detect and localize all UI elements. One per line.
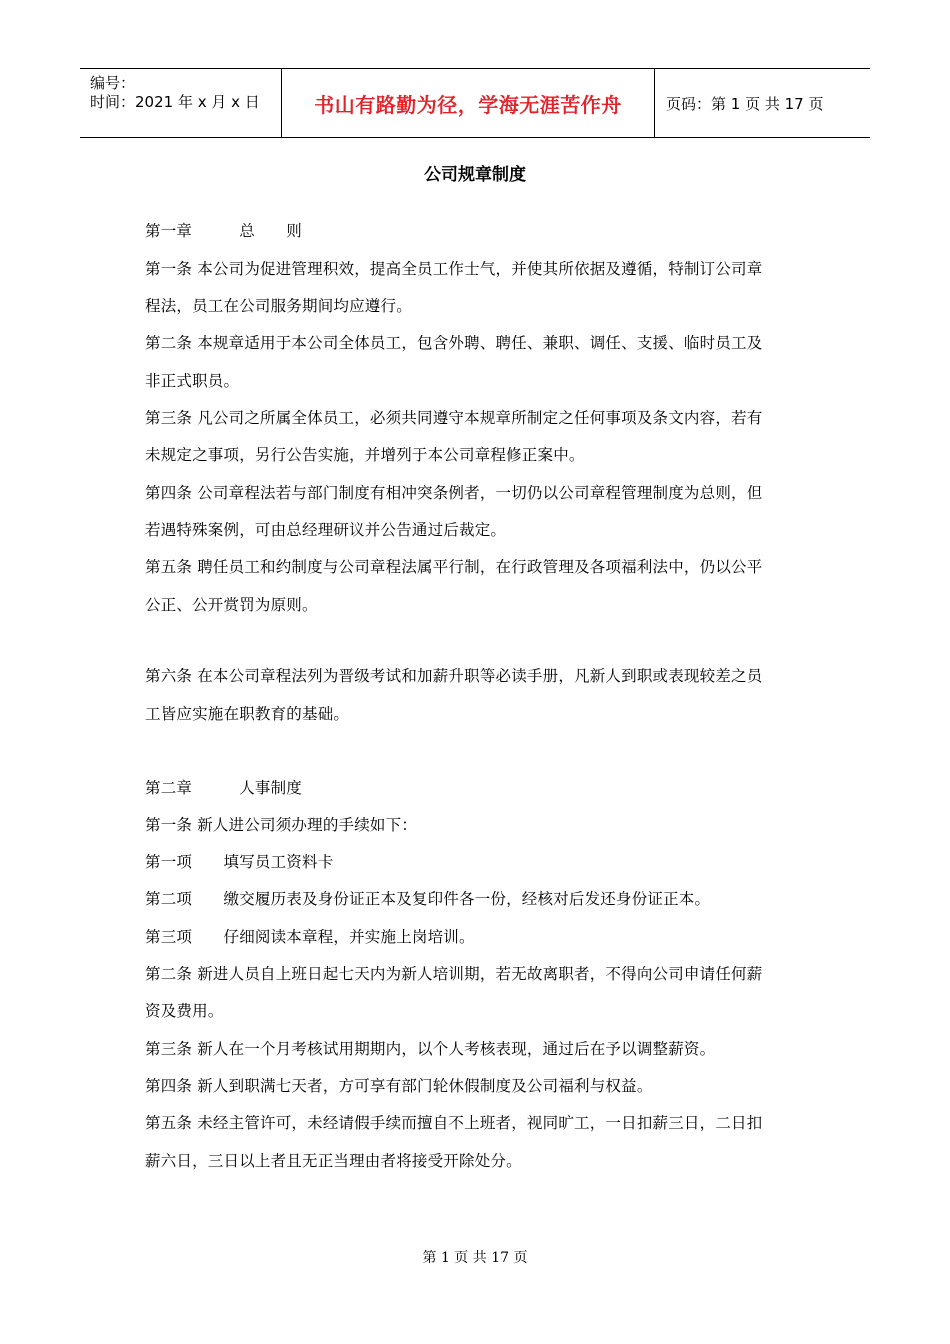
paragraph-line: 第三条 凡公司之所属全体员工，必须共同遵守本规章所制定之任何事项及条文内容，若有 (145, 409, 763, 427)
page-info: 页码：第 1 页 共 17 页 (666, 94, 824, 113)
paragraph-line: 未规定之事项，另行公告实施，并增列于本公司章程修正案中。 (145, 446, 585, 464)
paragraph-line: 第二条 新进人员自上班日起七天内为新人培训期，若无故离职者，不得向公司申请任何薪 (145, 965, 763, 983)
paragraph-line: 薪六日，三日以上者且无正当理由者将接受开除处分。 (145, 1152, 522, 1170)
paragraph-line: 资及费用。 (145, 1002, 224, 1020)
paragraph-line: 第三条 新人在一个月考核试用期期内，以个人考核表现，通过后在予以调整薪资。 (145, 1040, 716, 1058)
chapter-heading: 第二章 人事制度 (145, 779, 303, 797)
time-label: 时间：2021 年 x 月 x 日 (90, 93, 260, 111)
motto-text: 书山有路勤为径，学海无涯苦作舟 (314, 92, 622, 117)
paragraph-line: 第四条 新人到职满七天者，方可享有部门轮休假制度及公司福利与权益。 (145, 1077, 653, 1095)
paragraph-line: 公正、公开赏罚为原则。 (145, 596, 318, 614)
paragraph-line: 非正式职员。 (145, 372, 240, 390)
page-info-cell (654, 69, 870, 137)
paragraph-line: 程法，员工在公司服务期间均应遵行。 (145, 297, 412, 315)
number-label: 编号： (90, 74, 136, 92)
motto-cell (281, 69, 655, 137)
paragraph-line: 若遇特殊案例，可由总经理研议并公告通过后裁定。 (145, 521, 507, 539)
paragraph-line: 第三项 仔细阅读本章程，并实施上岗培训。 (145, 928, 475, 946)
paragraph-line: 第四条 公司章程法若与部门制度有相冲突条例者，一切仍以公司章程管理制度为总则，但 (145, 484, 763, 502)
paragraph-line: 第五条 聘任员工和约制度与公司章程法属平行制，在行政管理及各项福利法中，仍以公平 (145, 558, 763, 576)
paragraph-line: 第一条 新人进公司须办理的手续如下： (145, 816, 418, 834)
chapter-heading: 第一章 总 则 (145, 222, 303, 240)
paragraph-line: 第六条 在本公司章程法列为晋级考试和加薪升职等必读手册，凡新人到职或表现较差之员 (145, 667, 763, 685)
paragraph-line: 第二条 本规章适用于本公司全体员工，包含外聘、聘任、兼职、调任、支援、临时员工及 (145, 334, 763, 352)
paragraph-line: 第一项 填写员工资料卡 (145, 853, 334, 871)
header-meta-cell (80, 69, 281, 137)
paragraph-line: 第一条 本公司为促进管理积效，提高全员工作士气，并使其所依据及遵循，特制订公司章 (145, 260, 763, 278)
paragraph-line: 第二项 缴交履历表及身份证正本及复印件各一份，经核对后发还身份证正本。 (145, 890, 711, 908)
paragraph-line: 第五条 未经主管许可，未经请假手续而擅自不上班者，视同旷工，一日扣薪三日，二日扣 (145, 1114, 763, 1132)
page-footer: 第 1 页 共 17 页 (422, 1250, 528, 1266)
paragraph-line: 工皆应实施在职教育的基础。 (145, 705, 350, 723)
document-title: 公司规章制度 (424, 165, 526, 185)
header-table (80, 68, 870, 138)
